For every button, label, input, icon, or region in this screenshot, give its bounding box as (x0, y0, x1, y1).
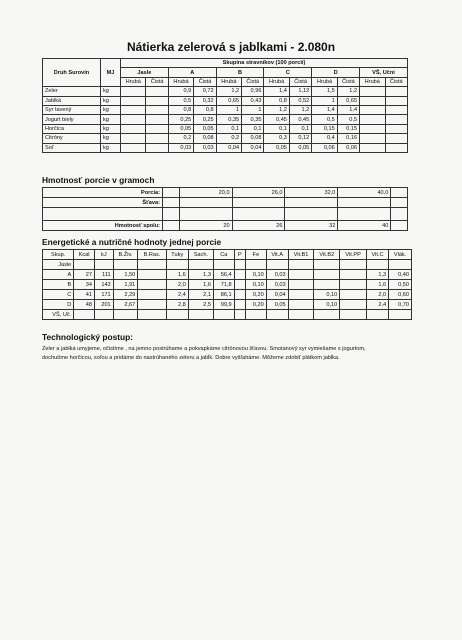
nutrition-cell: 171 (94, 290, 113, 300)
amount-cell: 0,96 (242, 87, 264, 96)
amount-cell: 0,9 (168, 87, 193, 96)
nutrition-cell: 201 (94, 300, 113, 310)
amount-cell: 1,5 (312, 87, 337, 96)
nutrition-cell: 86,1 (213, 290, 234, 300)
amount-cell (121, 143, 146, 152)
nutrition-cell (314, 270, 340, 280)
nutrition-cell (74, 260, 95, 270)
amount-cell (385, 87, 407, 96)
nutrition-cell (188, 260, 213, 270)
amount-cell (146, 105, 168, 114)
nutrition-cell: 41 (74, 290, 95, 300)
nutrition-cell: 2,67 (113, 300, 138, 310)
nutrition-header: Tuky (166, 250, 188, 260)
nutrition-cell: 2,0 (166, 280, 188, 290)
amount-cell: 0,05 (194, 124, 216, 133)
group-1: A (168, 68, 216, 77)
subheader: Čistá (385, 77, 407, 86)
amount-cell (360, 105, 385, 114)
ingredients-table (42, 58, 408, 153)
ingredient-name: Jablká (43, 96, 101, 105)
amount-cell (385, 96, 407, 105)
nutrition-cell: 0,03 (266, 270, 288, 280)
amount-cell (121, 124, 146, 133)
amount-cell: 0,5 (337, 115, 359, 124)
amount-cell (146, 87, 168, 96)
amount-cell: 0,1 (242, 124, 264, 133)
nutrition-cell (246, 310, 267, 320)
process-line-2: dochutíme horčicou, soľou a pridáme do nastrúhaného zeleru a jabĺk. Dobre vyšľaháme. Môžeme zdobiť plátkom jabĺka. (42, 355, 340, 361)
nutrition-cell (234, 280, 245, 290)
ingredient-unit: kg (101, 134, 121, 143)
amount-cell: 0,05 (168, 124, 193, 133)
amount-cell: 0,12 (289, 134, 311, 143)
subheader: Hrubá (360, 77, 385, 86)
ingredient-unit: kg (101, 115, 121, 124)
porcia-cell (163, 188, 180, 198)
nutrition-cell (314, 310, 340, 320)
amount-cell: 0,05 (264, 143, 289, 152)
table-row (43, 87, 408, 96)
subheader: Čistá (289, 77, 311, 86)
nutrition-header: B.Živ. (113, 250, 138, 260)
nutrition-cell (340, 280, 367, 290)
amount-cell (360, 143, 385, 152)
nutrition-cell: 56,4 (213, 270, 234, 280)
table-row (43, 280, 412, 290)
amount-cell: 1,12 (289, 87, 311, 96)
amount-cell: 0,06 (312, 143, 337, 152)
amount-cell (146, 96, 168, 105)
table-row (43, 96, 408, 105)
nutrition-cell: 1,6 (366, 280, 388, 290)
group-2: B (216, 68, 264, 77)
amount-cell: 0,72 (194, 87, 216, 96)
stava-cell (391, 198, 408, 208)
table-row (43, 134, 408, 143)
nutrition-cell: 0,10 (314, 300, 340, 310)
nutrition-cell (166, 260, 188, 270)
table-row (43, 260, 412, 270)
amount-cell: 0,35 (242, 115, 264, 124)
amount-cell (385, 134, 407, 143)
process-heading: Technologický postup: (42, 332, 134, 342)
nutrition-cell: 27 (74, 270, 95, 280)
amount-cell: 0,1 (264, 124, 289, 133)
nutrition-cell (113, 310, 138, 320)
amount-cell: 1,4 (312, 105, 337, 114)
ingredient-unit: kg (101, 124, 121, 133)
nutrition-cell (138, 310, 166, 320)
nutrition-header: Vlák. (389, 250, 412, 260)
group-4: D (312, 68, 360, 77)
nutrition-cell (366, 310, 388, 320)
amount-cell: 0,03 (194, 143, 216, 152)
nutrition-header: Vit.B2 (314, 250, 340, 260)
nutrition-header: Fe (246, 250, 267, 260)
nutrition-cell (213, 260, 234, 270)
spolu-cell: 26 (232, 221, 285, 231)
amount-cell: 1,2 (337, 87, 359, 96)
group-label: VŠ, Uč. (43, 310, 74, 320)
nutrition-header: P (234, 250, 245, 260)
nutrition-cell (340, 300, 367, 310)
nutrition-cell: 1,6 (166, 270, 188, 280)
nutrition-cell (314, 260, 340, 270)
subheader: Čistá (194, 77, 216, 86)
amount-cell: 0,05 (289, 143, 311, 152)
amount-cell: 0,2 (168, 134, 193, 143)
table-row (43, 124, 408, 133)
amount-cell: 1,4 (337, 105, 359, 114)
nutrition-cell: 2,4 (366, 300, 388, 310)
amount-cell: 0,03 (168, 143, 193, 152)
group-0: Jasle (121, 68, 169, 77)
amount-cell: 0,45 (264, 115, 289, 124)
amount-cell (360, 124, 385, 133)
spolu-cell: 20 (179, 221, 232, 231)
nutrition-cell: 0,20 (246, 300, 267, 310)
nutrition-cell (113, 260, 138, 270)
table-row (43, 300, 412, 310)
nutrition-cell (366, 260, 388, 270)
table-row (43, 310, 412, 320)
subheader: Čistá (337, 77, 359, 86)
amount-cell (360, 96, 385, 105)
nutrition-cell (288, 290, 314, 300)
amount-cell: 1,2 (289, 105, 311, 114)
nutrition-cell: 143 (94, 280, 113, 290)
amount-cell (360, 87, 385, 96)
amount-cell (146, 134, 168, 143)
spolu-cell (391, 221, 408, 231)
porcia-cell: 20,0 (179, 188, 232, 198)
amount-cell (360, 115, 385, 124)
nutrition-cell (246, 260, 267, 270)
amount-cell: 0,65 (216, 96, 241, 105)
spolu-cell: 32 (285, 221, 338, 231)
amount-cell: 1 (312, 96, 337, 105)
nutrition-cell (234, 300, 245, 310)
subheader: Hrubá (264, 77, 289, 86)
table-row (43, 105, 408, 114)
stava-cell (232, 198, 285, 208)
amount-cell (385, 105, 407, 114)
nutrition-cell (94, 310, 113, 320)
nutrition-cell (340, 260, 367, 270)
amount-cell: 0,04 (242, 143, 264, 152)
nutrition-cell (138, 260, 166, 270)
nutrition-table (42, 249, 412, 320)
amount-cell: 1,4 (264, 87, 289, 96)
nutrition-cell (266, 310, 288, 320)
nutrition-cell: 1,3 (188, 270, 213, 280)
group-label: A (43, 270, 74, 280)
amount-cell (121, 87, 146, 96)
amount-cell: 0,43 (242, 96, 264, 105)
amount-cell: 0,8 (264, 96, 289, 105)
amount-cell (121, 105, 146, 114)
amount-cell (121, 115, 146, 124)
process-text (42, 345, 432, 363)
amount-cell: 0,1 (289, 124, 311, 133)
ingredient-unit: kg (101, 96, 121, 105)
subheader: Čistá (146, 77, 168, 86)
amount-cell: 1,2 (264, 105, 289, 114)
amount-cell: 0,32 (194, 96, 216, 105)
nutrition-cell: 2,1 (188, 290, 213, 300)
spolu-cell (163, 221, 180, 231)
ingredient-unit: kg (101, 87, 121, 96)
amount-cell: 0,08 (194, 134, 216, 143)
nutrition-cell (166, 310, 188, 320)
amount-cell: 0,45 (289, 115, 311, 124)
nutrition-cell: 1,91 (113, 280, 138, 290)
nutrition-cell (234, 270, 245, 280)
nutrition-cell (138, 270, 166, 280)
amount-cell: 0,06 (337, 143, 359, 152)
amount-cell: 0,52 (289, 96, 311, 105)
nutrition-cell: 0,04 (266, 290, 288, 300)
nutrition-cell (340, 270, 367, 280)
nutrition-cell: 1,3 (366, 270, 388, 280)
nutrition-header: Kcal (74, 250, 95, 260)
portion-table (42, 187, 408, 231)
nutrition-cell: 1,50 (113, 270, 138, 280)
group-3: C (264, 68, 312, 77)
ingredient-name: Zeler (43, 87, 101, 96)
nutrition-cell: 0,03 (266, 280, 288, 290)
nutrition-cell: 0,40 (389, 270, 412, 280)
amount-cell: 0,16 (337, 134, 359, 143)
amount-cell (146, 124, 168, 133)
group-label: B (43, 280, 74, 290)
col-mj-header: MJ (101, 59, 121, 87)
nutrition-cell (138, 300, 166, 310)
ingredient-name: Syr tavený (43, 105, 101, 114)
group-header: Skupina stravníkov (100 porcií) (121, 59, 408, 68)
nutrition-cell: 0,20 (246, 290, 267, 300)
nutrition-cell: 48 (74, 300, 95, 310)
amount-cell: 1,2 (216, 87, 241, 96)
nutrition-cell: 0,05 (266, 300, 288, 310)
nutrition-cell (234, 290, 245, 300)
portion-heading: Hmotnosť porcie v gramoch (42, 175, 155, 185)
nutrition-cell (389, 310, 412, 320)
group-label: D (43, 300, 74, 310)
nutrition-cell (288, 300, 314, 310)
nutrition-cell (234, 310, 245, 320)
amount-cell: 0,4 (312, 134, 337, 143)
amount-cell: 0,35 (216, 115, 241, 124)
amount-cell: 0,5 (168, 96, 193, 105)
porcia-label: Porcia: (43, 188, 163, 198)
amount-cell: 0,04 (216, 143, 241, 152)
process-line-1: Zeler a jablká umyjeme, očistíme , na jemno postrúhame a pokvapkáme citrónovou šťavou. Smotanový syr vymiešame s jogurtom, (42, 346, 366, 352)
nutrition-cell (288, 310, 314, 320)
nutrition-cell (94, 260, 113, 270)
nutrition-header: kJ (94, 250, 113, 260)
ingredient-unit: kg (101, 105, 121, 114)
amount-cell (385, 115, 407, 124)
nutrition-cell (74, 310, 95, 320)
nutrition-cell: 0,10 (314, 290, 340, 300)
nutrition-cell: 99,9 (213, 300, 234, 310)
nutrition-cell: 2,8 (166, 300, 188, 310)
nutrition-header: Vit.PP (340, 250, 367, 260)
nutrition-cell: 2,0 (366, 290, 388, 300)
amount-cell: 0,2 (216, 134, 241, 143)
nutrition-cell (138, 290, 166, 300)
stava-cell (285, 198, 338, 208)
porcia-cell: 40,0 (338, 188, 391, 198)
ingredient-name: Horčica (43, 124, 101, 133)
amount-cell (121, 96, 146, 105)
amount-cell: 0,08 (242, 134, 264, 143)
table-row (43, 143, 408, 152)
amount-cell: 1 (242, 105, 264, 114)
group-label: Jasle (43, 260, 74, 270)
ingredient-name: Soľ (43, 143, 101, 152)
ingredient-name: Jogurt biely (43, 115, 101, 124)
subheader: Čistá (242, 77, 264, 86)
amount-cell: 0,8 (194, 105, 216, 114)
amount-cell: 0,3 (264, 134, 289, 143)
table-row (43, 115, 408, 124)
table-row (43, 290, 412, 300)
amount-cell (146, 143, 168, 152)
nutrition-cell: 0,10 (246, 280, 267, 290)
amount-cell (385, 124, 407, 133)
nutrition-cell (188, 310, 213, 320)
nutrition-cell (340, 310, 367, 320)
nutrition-header: Skup. (43, 250, 74, 260)
subheader: Hrubá (168, 77, 193, 86)
ingredient-name: Citróny (43, 134, 101, 143)
amount-cell (360, 134, 385, 143)
amount-cell (121, 134, 146, 143)
nutrition-cell: 71,8 (213, 280, 234, 290)
nutrition-header: Ca (213, 250, 234, 260)
nutrition-cell (340, 290, 367, 300)
group-label: C (43, 290, 74, 300)
nutrition-cell: 2,4 (166, 290, 188, 300)
group-5: VŠ, Učni (360, 68, 408, 77)
porcia-cell: 32,0 (285, 188, 338, 198)
stava-cell (163, 198, 180, 208)
stava-label: Šťava: (43, 198, 163, 208)
nutrition-cell: 0,60 (389, 290, 412, 300)
amount-cell: 0,1 (216, 124, 241, 133)
amount-cell (146, 115, 168, 124)
ingredient-unit: kg (101, 143, 121, 152)
table-row (43, 270, 412, 280)
nutrition-cell: 0,10 (246, 270, 267, 280)
subheader: Hrubá (312, 77, 337, 86)
nutrition-heading: Energetické a nutričné hodnoty jednej porcie (42, 237, 222, 247)
amount-cell: 0,25 (168, 115, 193, 124)
nutrition-cell (138, 280, 166, 290)
nutrition-cell (314, 280, 340, 290)
col-druh-header: Druh Surovín (43, 59, 101, 87)
nutrition-cell (288, 270, 314, 280)
amount-cell: 0,5 (312, 115, 337, 124)
nutrition-cell: 2,29 (113, 290, 138, 300)
amount-cell: 0,8 (168, 105, 193, 114)
stava-cell (179, 198, 232, 208)
porcia-cell (391, 188, 408, 198)
nutrition-cell (234, 260, 245, 270)
nutrition-header: Sach. (188, 250, 213, 260)
nutrition-cell (389, 260, 412, 270)
nutrition-cell (213, 310, 234, 320)
spolu-cell: 40 (338, 221, 391, 231)
nutrition-cell (288, 260, 314, 270)
nutrition-header: Vit.B1 (288, 250, 314, 260)
subheader: Hrubá (216, 77, 241, 86)
amount-cell: 0,65 (337, 96, 359, 105)
porcia-cell: 26,0 (232, 188, 285, 198)
nutrition-header: B.Ras. (138, 250, 166, 260)
nutrition-cell: 2,5 (188, 300, 213, 310)
spolu-label: Hmotnosť spolu: (43, 221, 163, 231)
amount-cell: 1 (216, 105, 241, 114)
nutrition-cell: 34 (74, 280, 95, 290)
subheader: Hrubá (121, 77, 146, 86)
nutrition-cell: 0,50 (389, 280, 412, 290)
nutrition-cell: 1,6 (188, 280, 213, 290)
nutrition-header: Vit.C (366, 250, 388, 260)
nutrition-header: Vit.A (266, 250, 288, 260)
amount-cell: 0,15 (312, 124, 337, 133)
nutrition-cell (266, 260, 288, 270)
nutrition-cell: 0,70 (389, 300, 412, 310)
nutrition-cell: 111 (94, 270, 113, 280)
page-title: Nátierka zelerová s jablkami - 2.080n (126, 40, 336, 54)
stava-cell (338, 198, 391, 208)
amount-cell (385, 143, 407, 152)
amount-cell: 0,25 (194, 115, 216, 124)
amount-cell: 0,15 (337, 124, 359, 133)
nutrition-cell (288, 280, 314, 290)
